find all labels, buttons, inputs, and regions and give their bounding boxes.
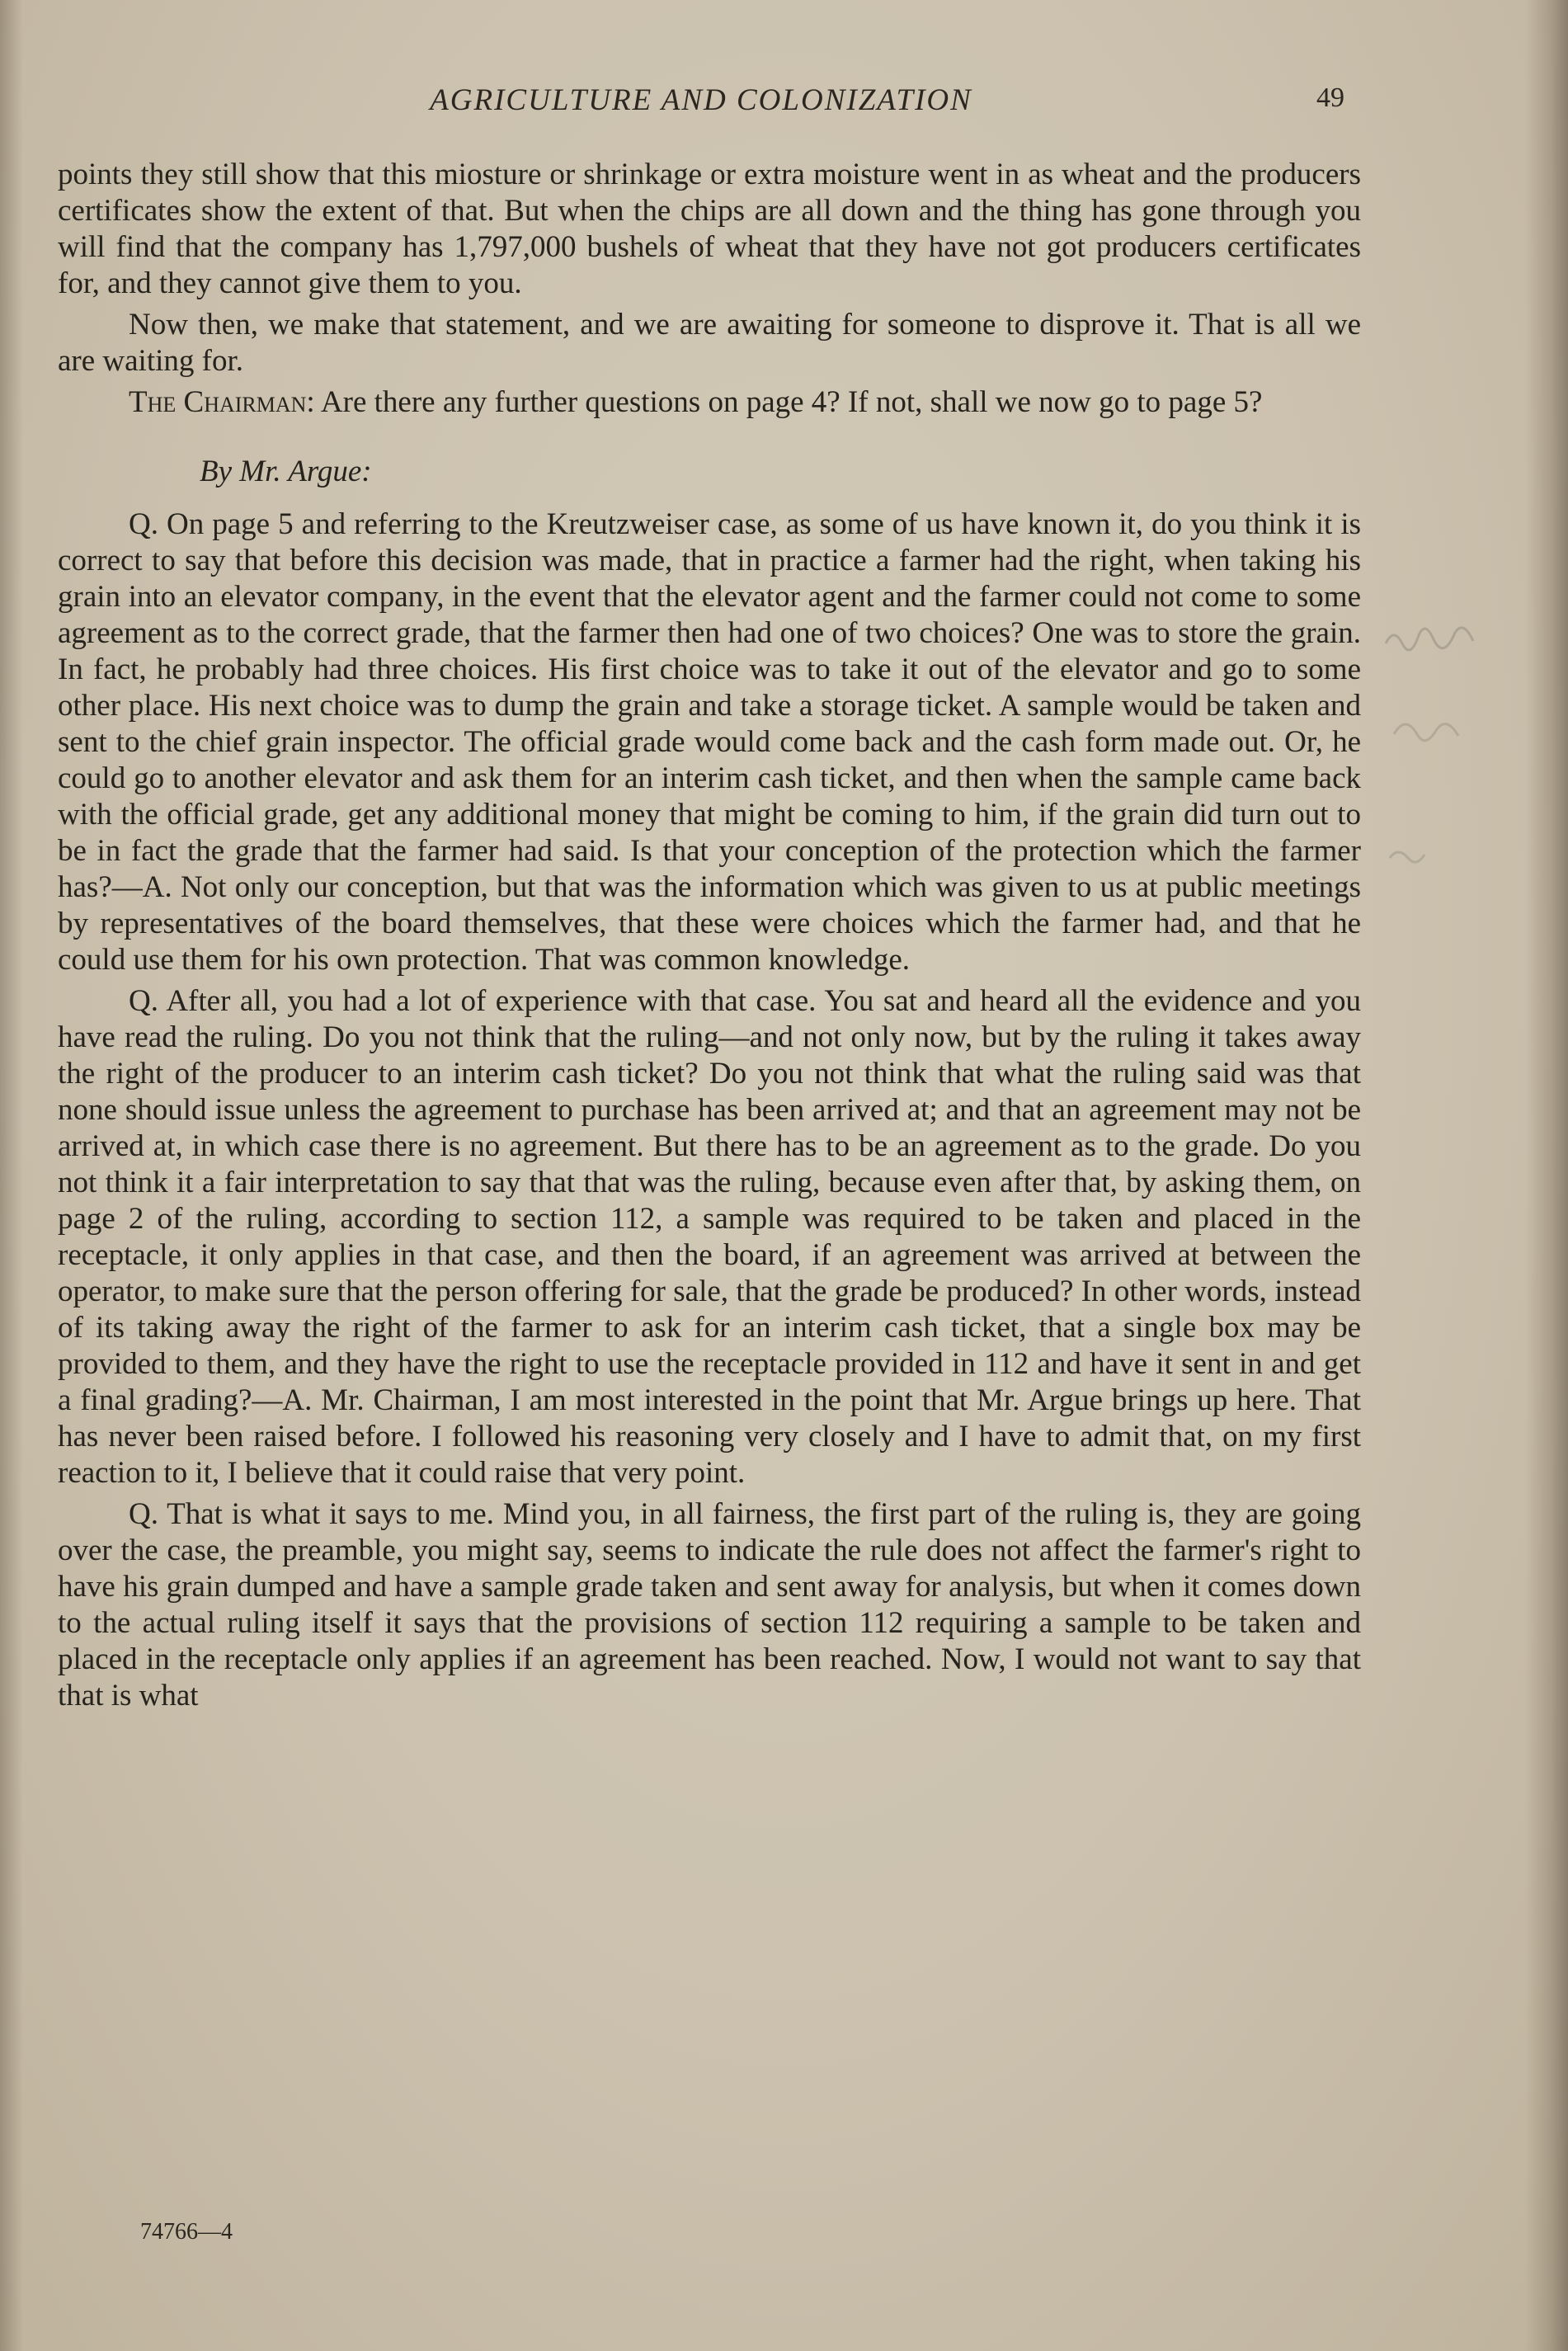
speaker-text: Are there any further questions on page 4? If not, shall we now go to page 5?: [314, 385, 1263, 419]
page-shadow-left: [0, 0, 23, 2351]
body-text: [58, 157, 1361, 1719]
paragraph: Q. After all, you had a lot of experience with that case. You sat and heard all the evidence and you have read the ruling. Do you not think that the ruling—and not only now, but by the ruling it takes away the right of the producer to an interim cash ticket? Do you not think that what the ruling said was that none should issue unless the agreement to purchase has been arrived at; and that an agreement may not be arrived at, in which case there is no agreement. But there has to be an agreement as to the grade. Do you not think it a fair interpretation to say that that was the ruling, because even after that, by asking them, on page 2 of the ruling, according to section 112, a sample was required to be taken and placed in the receptacle, it only applies in that case, and then the board, if an agreement was arrived at between the operator, to make sure that the person offering for sale, that the grade be produced? In other words, instead of its taking away the right of the farmer to ask for an interim cash ticket, that a single box may be provided to them, and they have the right to use the receptacle provided in 112 and have it sent in and get a final grading?—A. Mr. Chairman, I am most interested in the point that Mr. Argue brings up here. That has never been raised before. I followed his reasoning very closely and I have to admit that, on my first reaction to it, I believe that it could raise that very point.: [58, 984, 1361, 1490]
printer-signature: 74766—4: [140, 2219, 233, 2245]
byline: By Mr. Argue:: [200, 455, 372, 488]
paragraph: Now then, we make that statement, and we are awaiting for someone to disprove it. That is all we are waiting for.: [58, 308, 1361, 378]
paragraph: Q. On page 5 and referring to the Kreutzweiser case, as some of us have known it, do you think it is correct to say that before this decision was made, that in practice a farmer had the right, when taking his grain into an elevator company, in the event that the elevator agent and the farmer could not come to some agreement as to the correct grade, that the farmer then had one of two choices? One was to store the grain. In fact, he probably had three choices. His first choice was to take it out of the elevator and go to some other place. His next choice was to dump the grain and take a storage ticket. A sample would be taken and sent to the chief grain inspector. The official grade would come back and the cash form made out. Or, he could go to another elevator and ask them for an interim cash ticket, and then when the sample came back with the official grade, get any additional money that might be coming to him, if the grain did turn out to be in fact the grade that the farmer had said. Is that your conception of the protection which the farmer has?—A. Not only our conception, but that was the information which was given to us at public meetings by representatives of the board themselves, that these were choices which the farmer had, and that he could use them for his own protection. That was common knowledge.: [58, 507, 1361, 977]
speaker-name: The Chairman:: [129, 385, 315, 419]
page-number: 49: [1316, 82, 1344, 113]
paragraph: Q. That is what it says to me. Mind you, in all fairness, the first part of the ruling is, they are going over the case, the preamble, you might say, seems to indicate the rule does not affect the farmer's right to have his grain dumped and have a sample grade taken and sent away for analysis, but when it comes down to the actual ruling itself it says that the provisions of section 112 requiring a sample to be taken and placed in the receptacle only applies if an agreement has been reached. Now, I would not want to say that that is what: [58, 1497, 1361, 1713]
page-shadow-right: [1525, 0, 1568, 2351]
chairman-paragraph: [58, 384, 1361, 421]
margin-scribble: [1377, 610, 1509, 883]
paragraph: points they still show that this miosture or shrinkage or extra moisture went in as wheat and the producers certificates show the extent of that. But when the chips are all down and the thing has gone through you will find that the company has 1,797,000 bushels of wheat that they have not got producers certificates for, and they cannot give them to you.: [58, 158, 1361, 300]
page-header: [58, 82, 1344, 132]
running-head: AGRICULTURE AND COLONIZATION: [430, 83, 972, 117]
